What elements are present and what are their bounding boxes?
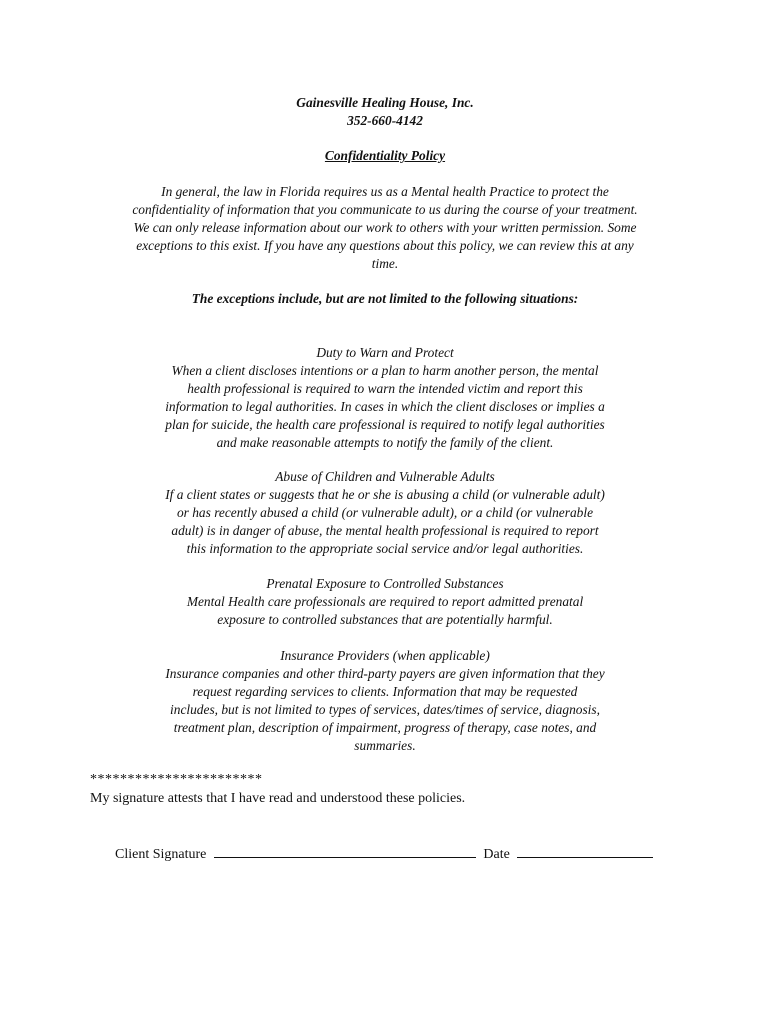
- signature-row: [115, 843, 653, 864]
- section-line: and make reasonable attempts to notify the family of the client.: [216, 435, 554, 450]
- section-line: plan for suicide, the health care professional is required to notify legal authorities: [165, 417, 605, 432]
- section-line: this information to the appropriate social service and/or legal authorities.: [186, 541, 584, 556]
- section-line: exposure to controlled substances that are potentially harmful.: [217, 612, 553, 627]
- intro-line: confidentiality of information that you communicate to us during the course of your treatment.: [132, 202, 638, 217]
- org-name: Gainesville Healing House, Inc.: [296, 95, 474, 110]
- section-line: includes, but is not limited to types of services, dates/times of service, diagnosis,: [170, 702, 600, 717]
- client-signature-field[interactable]: [214, 843, 476, 858]
- section-insurance: [90, 647, 680, 755]
- section-title: Insurance Providers (when applicable): [280, 648, 490, 663]
- section-abuse: [90, 468, 680, 558]
- org-phone: 352-660-4142: [347, 113, 423, 128]
- section-line: health professional is required to warn the intended victim and report this: [187, 381, 583, 396]
- client-signature-label: Client Signature: [115, 847, 207, 862]
- section-title: Prenatal Exposure to Controlled Substances: [266, 576, 504, 591]
- section-line: adult) is in danger of abuse, the mental health professional is required to report: [171, 523, 599, 538]
- section-line: If a client states or suggests that he or she is abusing a child (or vulnerable adult): [165, 487, 605, 502]
- section-line: summaries.: [354, 738, 416, 753]
- section-line: or has recently abused a child (or vulnerable adult), or a child (or vulnerable: [176, 505, 594, 520]
- policy-title-text: Confidentiality Policy: [324, 148, 446, 163]
- intro-line: exceptions to this exist. If you have any questions about this policy, we can review this at any: [136, 238, 634, 253]
- section-line: information to legal authorities. In cases in which the client discloses or implies a: [165, 399, 605, 414]
- date-field[interactable]: [517, 843, 653, 858]
- date-label: Date: [483, 847, 510, 862]
- intro-line: We can only release information about our work to others with your written permission. Some: [133, 220, 637, 235]
- section-title: Duty to Warn and Protect: [316, 345, 454, 360]
- section-line: Insurance companies and other third-party payers are given information that they: [165, 666, 605, 681]
- intro-line: In general, the law in Florida requires us as a Mental health Practice to protect the: [161, 184, 609, 199]
- section-title: Abuse of Children and Vulnerable Adults: [275, 469, 495, 484]
- separator-asterisks: ***********************: [90, 772, 263, 787]
- section-line: request regarding services to clients. Information that may be requested: [192, 684, 578, 699]
- section-line: Mental Health care professionals are required to report admitted prenatal: [186, 594, 584, 609]
- intro-line: time.: [371, 256, 399, 271]
- exceptions-heading: The exceptions include, but are not limited to the following situations:: [191, 291, 579, 306]
- attestation-text: My signature attests that I have read and understood these policies.: [90, 791, 466, 806]
- section-line: treatment plan, description of impairment, progress of therapy, case notes, and: [173, 720, 597, 735]
- section-prenatal: [90, 575, 680, 629]
- section-line: When a client discloses intentions or a plan to harm another person, the mental: [171, 363, 599, 378]
- policy-title: [90, 147, 680, 165]
- intro-paragraph: [90, 183, 680, 273]
- section-duty-to-warn: [90, 344, 680, 452]
